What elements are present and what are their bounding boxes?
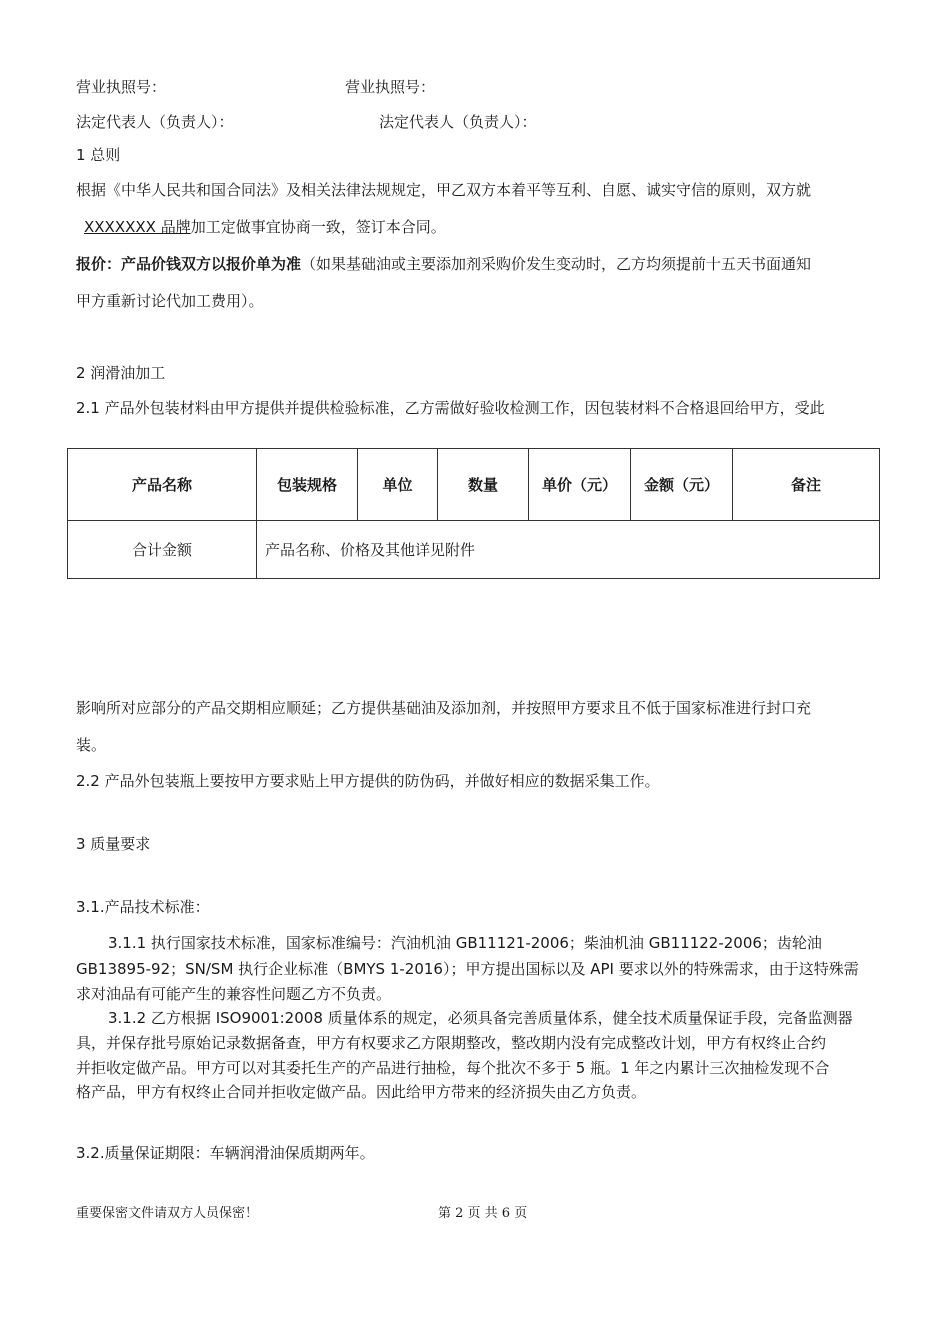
quote-line1 (76, 253, 811, 274)
section-3-title: 3 质量要求 (76, 835, 151, 853)
section-3-1-2-line1: 3.1.2 乙方根据 ISO9001:2008 质量体系的规定，必须具备完善质量体系，健全技术质量保证手段，完备监测器 (108, 1009, 853, 1027)
section-2-2: 2.2 产品外包装瓶上要按甲方要求贴上甲方提供的防伪码，并做好相应的数据采集工作。 (76, 772, 660, 790)
section-3-2: 3.2.质量保证期限：车辆润滑油保质期两年。 (76, 1144, 375, 1162)
biz-license-label-a: 营业执照号： (76, 78, 167, 96)
table-header-cell: 数量 (438, 449, 529, 521)
section-3-1-2-line4: 格产品，甲方有权终止合同并拒收定做产品。因此给甲方带来的经济损失由乙方负责。 (76, 1083, 647, 1101)
brand-placeholder: XXXXXXX 品牌 (84, 218, 191, 236)
table-header-row (68, 449, 880, 521)
section-1-title: 1 总则 (76, 146, 121, 164)
total-value-cell: 产品名称、价格及其他详见附件 (257, 521, 880, 579)
section-2-1-line1: 2.1 产品外包装材料由甲方提供并提供检验标准，乙方需做好验收检测工作，因包装材料不合格退回给甲方，受此 (76, 399, 825, 417)
section-3-1-1-line1: 3.1.1 执行国家技术标准，国家标准编号：汽油机油 GB11121-2006；柴油机油 GB11122-2006；齿轮油 (108, 934, 822, 952)
biz-license-label-b: 营业执照号： (345, 78, 436, 96)
section-3-1-2-line3: 并拒收定做产品。甲方可以对其委托生产的产品进行抽检，每个批次不多于 5 瓶。1 年之内累计三次抽检发现不合 (76, 1059, 830, 1077)
table-header-cell: 金额（元） (631, 449, 733, 521)
section-1-para-line2-rest: 加工定做事宜协商一致，签订本合同。 (190, 218, 446, 236)
section-3-1-1-line2: GB13895-92；SN/SM 执行企业标准（BMYS 1-2016）；甲方提出国标以及 API 要求以外的特殊需求，由于这特殊需 (76, 960, 859, 978)
quote-label: 报价：产品价钱双方以报价单为准 (76, 255, 302, 273)
table-header-cell: 产品名称 (68, 449, 257, 521)
table-header-cell: 包装规格 (257, 449, 358, 521)
table-header-cell: 单价（元） (529, 449, 631, 521)
footer-confidential: 重要保密文件请双方人员保密！ (76, 1206, 259, 1221)
section-1-para-line1: 根据《中华人民共和国合同法》及相关法律法规规定，甲乙双方本着平等互利、自愿、诚实守信的原则，双方就 (76, 181, 812, 199)
section-1-para-line2 (84, 216, 446, 237)
legal-rep-label-a: 法定代表人（负责人）： (76, 113, 234, 131)
legal-rep-label-b: 法定代表人（负责人）： (379, 113, 537, 131)
footer-page-number: 第 2 页 共 6 页 (438, 1206, 528, 1221)
section-2-1-line3: 装。 (76, 736, 107, 754)
quote-rest: （如果基础油或主要添加剂采购价发生变动时，乙方均须提前十五天书面通知 (301, 255, 812, 273)
section-2-title: 2 润滑油加工 (76, 364, 166, 382)
section-3-1-2-line2: 具，并保存批号原始记录数据备查，甲方有权要求乙方限期整改，整改期内没有完成整改计划，甲方有权终止合约 (76, 1034, 827, 1052)
product-table (67, 448, 880, 579)
section-2-1-line2: 影响所对应部分的产品交期相应顺延；乙方提供基础油及添加剂，并按照甲方要求且不低于国家标准进行封口充 (76, 699, 812, 717)
table-header-cell: 备注 (733, 449, 880, 521)
section-3-1-title: 3.1.产品技术标准： (76, 898, 210, 916)
section-3-1-1-line3: 求对油品有可能产生的兼容性问题乙方不负责。 (76, 985, 392, 1003)
total-label-cell: 合计金额 (68, 521, 257, 579)
table-header-cell: 单位 (358, 449, 438, 521)
table-total-row (68, 521, 880, 579)
quote-line2: 甲方重新讨论代加工费用）。 (76, 292, 264, 310)
